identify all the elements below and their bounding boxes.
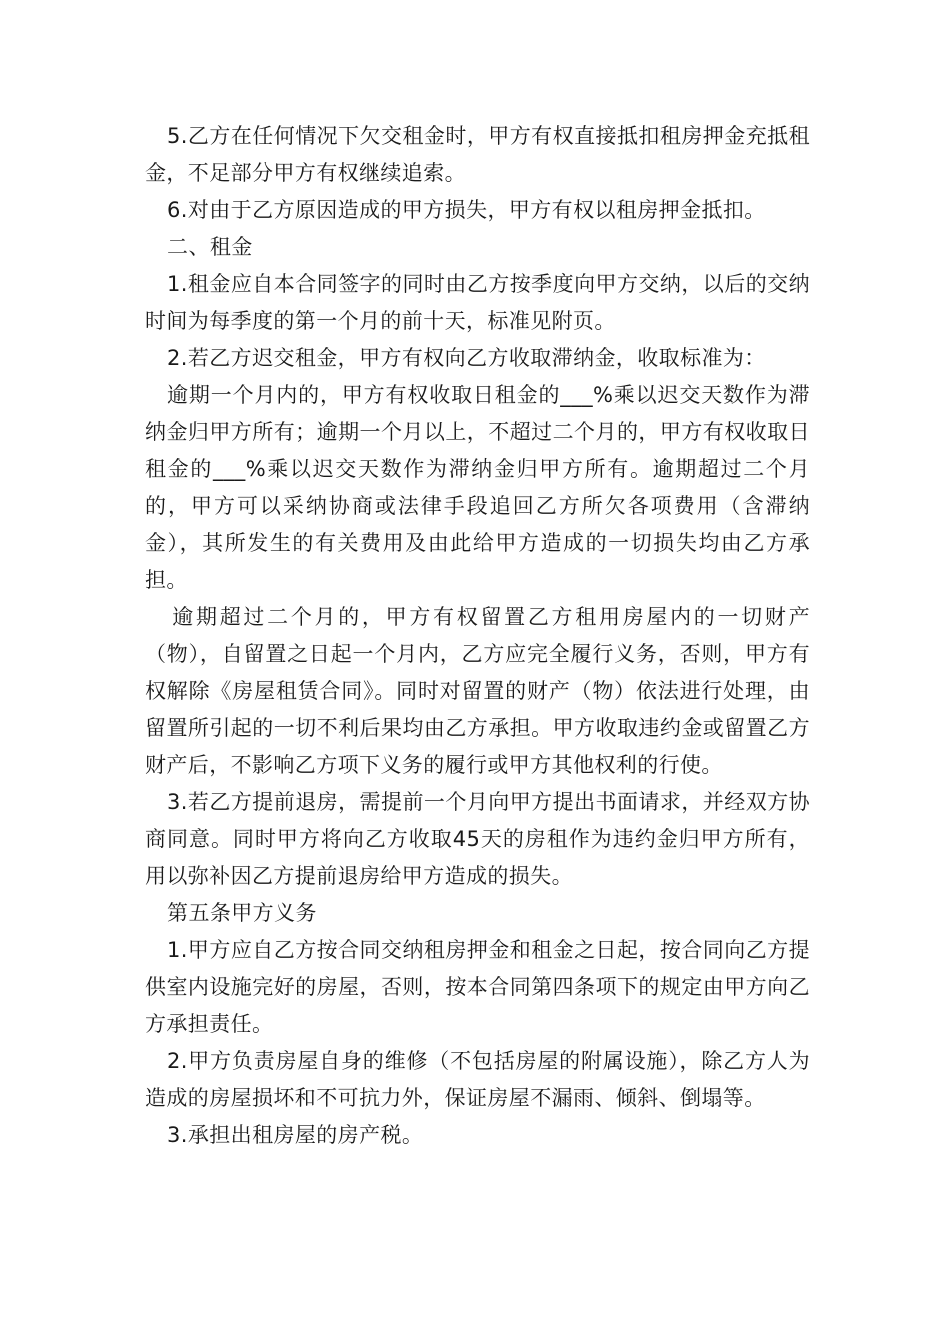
document-body [145,118,810,1154]
section-heading-landlord-obligations: 第五条甲方义务 [167,901,317,925]
clause-paragraph: 1.租金应自本合同签字的同时由乙方按季度向甲方交纳，以后的交纳时间为每季度的第一个月的前十天，标准见附页。 [145,272,810,333]
clause-paragraph: 1.甲方应自乙方按合同交纳租房押金和租金之日起，按合同向乙方提供室内设施完好的房屋，否则，按本合同第四条项下的规定由甲方向乙方承担责任。 [145,938,810,1036]
clause-paragraph: 2.若乙方迟交租金，甲方有权向乙方收取滞纳金，收取标准为： [167,346,766,370]
clause-paragraph: 逾期超过二个月的，甲方有权留置乙方租用房屋内的一切财产（物），自留置之日起一个月内，乙方应完全履行义务，否则，甲方有权解除《房屋租赁合同》。同时对留置的财产（物）依法进行处理，由留置所引起的一切不利后果均由乙方承担。甲方收取违约金或留置乙方财产后，不影响乙方项下义务的履行或甲方其他权利的行使。 [145,605,810,777]
clause-paragraph: 2.甲方负责房屋自身的维修（不包括房屋的附属设施），除乙方人为造成的房屋损坏和不可抗力外，保证房屋不漏雨、倾斜、倒塌等。 [145,1049,810,1110]
clause-paragraph: 3.若乙方提前退房，需提前一个月向甲方提出书面请求，并经双方协商同意。同时甲方将向乙方收取45天的房租作为违约金归甲方所有，用以弥补因乙方提前退房给甲方造成的损失。 [145,790,810,888]
clause-paragraph: 6.对由于乙方原因造成的甲方损失，甲方有权以租房押金抵扣。 [167,198,766,222]
clause-paragraph: 逾期一个月内的，甲方有权收取日租金的___%乘以迟交天数作为滞纳金归甲方所有；逾期一个月以上，不超过二个月的，甲方有权收取日租金的___%乘以迟交天数作为滞纳金归甲方所有。逾期超过二个月的，甲方可以采纳协商或法律手段追回乙方所欠各项费用（含滞纳金），其所发生的有关费用及由此给甲方造成的一切损失均由乙方承担。 [145,383,810,592]
section-heading-rent: 二、租金 [167,235,253,259]
clause-paragraph: 3.承担出租房屋的房产税。 [167,1123,424,1147]
clause-paragraph: 5.乙方在任何情况下欠交租金时，甲方有权直接抵扣租房押金充抵租金，不足部分甲方有权继续追索。 [145,124,810,185]
